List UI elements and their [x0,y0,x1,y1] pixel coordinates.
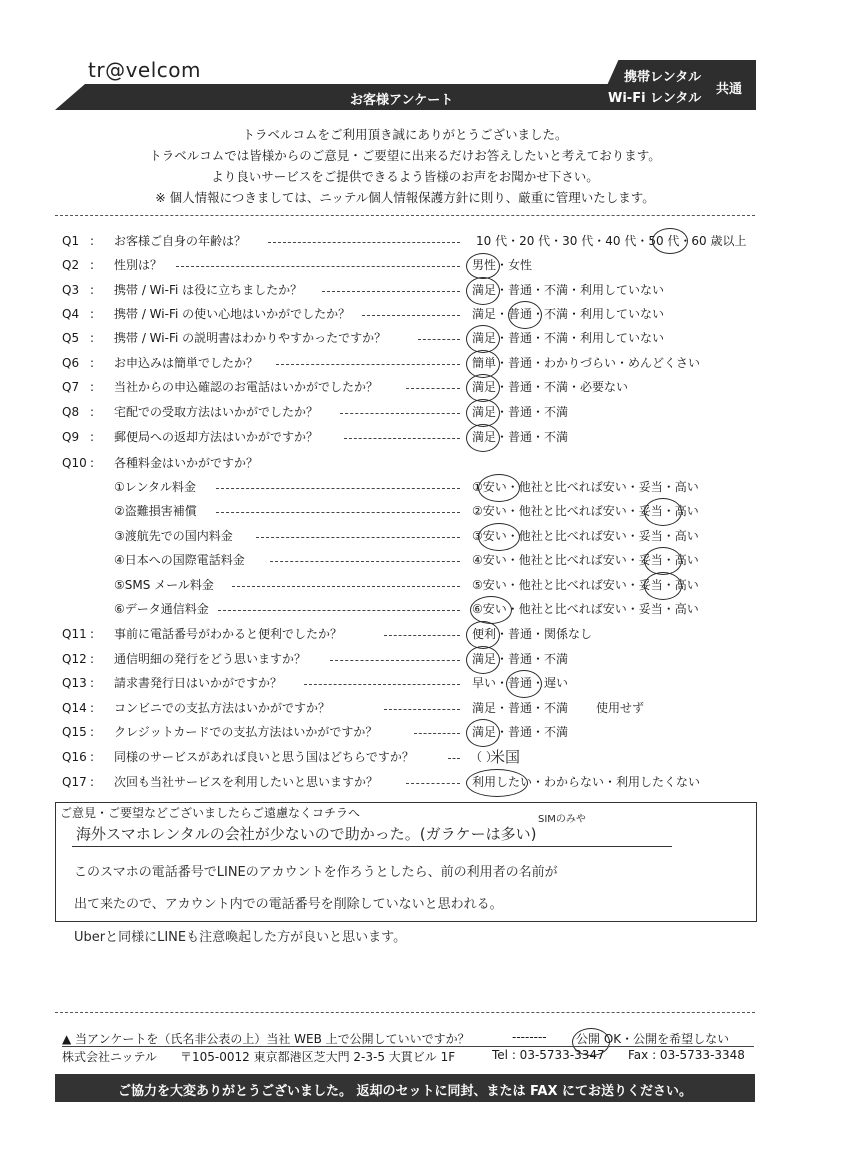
leader-line [232,586,460,587]
answer-options-q12[interactable]: 満足・普通・不満 [472,652,569,666]
leader-line [406,388,460,389]
answer-options-q8[interactable]: 満足・普通・不満 [472,405,569,419]
fee-item-domestic: ③渡航先での国内料金 [114,529,233,543]
answer-options-q4[interactable]: 満足・普通・不満・利用していない [472,307,665,321]
question-q8: Q8 : 宅配での受取方法はいかがでしたか？ [62,405,319,419]
company-tel: Tel : 03-5733-3347 [492,1048,605,1062]
answer-options-q14[interactable]: 満足・普通・不満 [472,701,569,715]
comment-label: ご意見・ご要望などございましたらご遠慮なくコチラへ [60,806,361,820]
fee-item-international: ④日本への国際電話料金 [114,553,245,567]
intro-line: トラベルコムでは皆様からのご意見・ご要望に出来るだけお答えしたいと考えております。 [149,148,661,163]
publish-question: ▲ 当アンケートを（氏名非公表の上）当社 WEB 上で公開していいですか？ [62,1032,470,1046]
selection-circle-q5 [466,325,500,353]
selection-circle-fee-international [644,547,682,575]
leader-line [384,635,460,636]
question-q10: Q10 : 各種料金はいかがですか？ [62,456,259,470]
question-q1: Q1 : お客様ご自身の年齢は？ [62,234,247,248]
selection-circle-q8 [466,399,500,427]
answer-options-q13[interactable]: 早い・普通・遅い [472,676,569,690]
company-name: 株式会社ニッテル [62,1050,157,1064]
answer-options-fee-sms[interactable]: ⑤安い・他社と比べれば安い・妥当・高い [472,578,699,592]
leader-line [406,783,460,784]
header-wifi-rental: Wi-Fi レンタル [608,91,702,106]
leader-line [276,364,460,365]
publish-options[interactable]: 公開 OK・公開を希望しない [576,1032,730,1046]
intro-text [55,124,755,208]
question-q17: Q17 : 次回も当社サービスを利用したいと思いますか？ [62,775,379,789]
leader-line [322,291,460,292]
question-q13: Q13 : 請求書発行日はいかがですか？ [62,676,283,690]
question-q2: Q2 : 性別は？ [62,258,163,272]
selection-circle-q12 [466,646,500,674]
fee-item-theft: ②盗難損害補償 [114,504,197,518]
selection-circle-q7 [466,374,500,402]
handwritten-comment-line4: Uberと同様にLINEも注意喚起した方が良いと思います。 [74,930,407,945]
question-q14: Q14 : コンビニでの支払方法はいかがですか？ [62,701,331,715]
fee-item-rental: ①レンタル料金 [114,480,196,494]
selection-circle-fee-domestic [478,523,520,551]
leader-line [268,242,460,243]
answer-options-q2[interactable]: 男性・女性 [472,258,533,272]
answer-options-q7[interactable]: 満足・普通・不満・必要ない [472,380,629,394]
publish-leader: -------- [512,1030,547,1044]
answer-options-q1[interactable]: 10 代・20 代・30 代・40 代・50 代・60 歳以上 [476,234,747,248]
leader-line [176,266,460,267]
answer-options-fee-rental[interactable]: ①安い・他社と比べれば安い・妥当・高い [472,480,699,494]
leader-line [418,339,460,340]
answer-options-q15[interactable]: 満足・普通・不満 [472,725,569,739]
selection-circle-q1 [652,228,688,254]
underline [72,846,672,847]
answer-options-q9[interactable]: 満足・普通・不満 [472,430,569,444]
question-q15: Q15 : クレジットカードでの支払方法はいかがですか？ [62,725,378,739]
handwritten-note-above: SIMのみや [538,814,586,825]
leader-line [384,709,460,710]
question-q16: Q16 : 同様のサービスがあれば良いと思う国はどちらですか？ [62,750,414,764]
divider [55,215,755,216]
selection-circle-q2 [466,253,500,279]
selection-circle-q11 [466,621,500,649]
travelcom-logo: tr@velcom [88,58,201,82]
leader-line [304,684,460,685]
selection-circle-q9 [466,424,500,452]
answer-options-q3[interactable]: 満足・普通・不満・利用していない [472,283,665,297]
selection-circle-q4 [508,301,542,329]
answer-options-fee-domestic[interactable]: ③安い・他社と比べれば安い・妥当・高い [472,529,699,543]
selection-circle-fee-sms [644,572,682,600]
handwritten-q16-answer: 米国 [490,748,521,766]
divider [55,1012,755,1013]
answer-country-field[interactable]: （ ） [470,750,498,764]
selection-circle-q13 [506,670,542,698]
selection-circle-fee-data [470,596,512,624]
answer-options-q17[interactable]: 利用したい・わからない・利用したくない [472,775,701,789]
leader-line [216,488,460,489]
handwritten-comment-line1: 海外スマホレンタルの会社が少ないので助かった。(ガラケーは多い) [76,825,537,843]
question-q7: Q7 : 当社からの申込確認のお電話はいかがでしたか？ [62,380,379,394]
leader-line [330,660,460,661]
leader-line [270,561,460,562]
leader-line [256,537,460,538]
survey-title: お客様アンケート [350,93,454,108]
handwritten-q14-note: 使用せず [596,701,645,715]
question-q12: Q12 : 通信明細の発行をどう思いますか？ [62,652,307,666]
selection-circle-fee-theft [644,498,682,526]
intro-line: トラベルコムをご利用頂き誠にありがとうございました。 [242,127,568,142]
fee-item-sms: ⑤SMS メール料金 [114,578,214,592]
header-common: 共通 [716,82,743,97]
answer-options-q11[interactable]: 便利・普通・関係なし [472,627,593,641]
selection-circle-q15 [466,719,500,747]
answer-options-fee-data[interactable]: ⑥安い・他社と比べれば安い・妥当・高い [472,602,699,616]
question-q11: Q11 : 事前に電話番号がわかると便利でしたか？ [62,627,343,641]
header-mobile-rental: 携帯レンタル [624,70,702,85]
question-q3: Q3 : 携帯 / Wi-Fi は役に立ちましたか？ [62,283,303,297]
intro-line: より良いサービスをご提供できるよう皆様のお声をお聞かせ下さい。 [211,169,599,184]
leader-line [216,512,460,513]
handwritten-comment-line3: 出て来たので、アカウント内での電話番号を削除していないと思われる。 [74,897,503,912]
leader-line [218,610,460,611]
question-q6: Q6 : お申込みは簡単でしたか？ [62,356,259,370]
answer-options-fee-international[interactable]: ④安い・他社と比べれば安い・妥当・高い [472,553,699,567]
question-q5: Q5 : 携帯 / Wi-Fi の説明書はわかりやすかったですか？ [62,331,387,345]
company-address: 〒105-0012 東京都港区芝大門 2-3-5 大貫ビル 1F [180,1050,456,1064]
selection-circle-fee-rental [478,474,520,502]
leader-line [344,438,460,439]
selection-circle-q17 [466,769,528,797]
selection-circle-q3 [466,277,500,305]
handwritten-comment-line2: このスマホの電話番号でLINEのアカウントを作ろうとしたら、前の利用者の名前が [74,865,558,880]
leader-line [448,758,460,759]
question-q9: Q9 : 郵便局への返却方法はいかがですか？ [62,430,319,444]
intro-line: ※ 個人情報につきましては、ニッテル個人情報保護方針に則り、厳重に管理いたします。 [155,190,655,205]
footer-message: ご協力を大変ありがとうございました。 返却のセットに同封、または FAX にてお送りください。 [117,1084,693,1099]
answer-options-q5[interactable]: 満足・普通・不満・利用していない [472,331,665,345]
leader-line [414,733,460,734]
company-divider [62,1046,754,1047]
fee-item-data: ⑥データ通信料金 [114,602,209,616]
leader-line [340,413,460,414]
leader-line [362,315,460,316]
question-q4: Q4 : 携帯 / Wi-Fi の使い心地はいかがでしたか？ [62,307,351,321]
company-fax: Fax : 03-5733-3348 [628,1048,745,1062]
answer-options-fee-theft[interactable]: ②安い・他社と比べれば安い・妥当・高い [472,504,699,518]
answer-options-q6[interactable]: 簡単・普通・わかりづらい・めんどくさい [472,356,701,370]
